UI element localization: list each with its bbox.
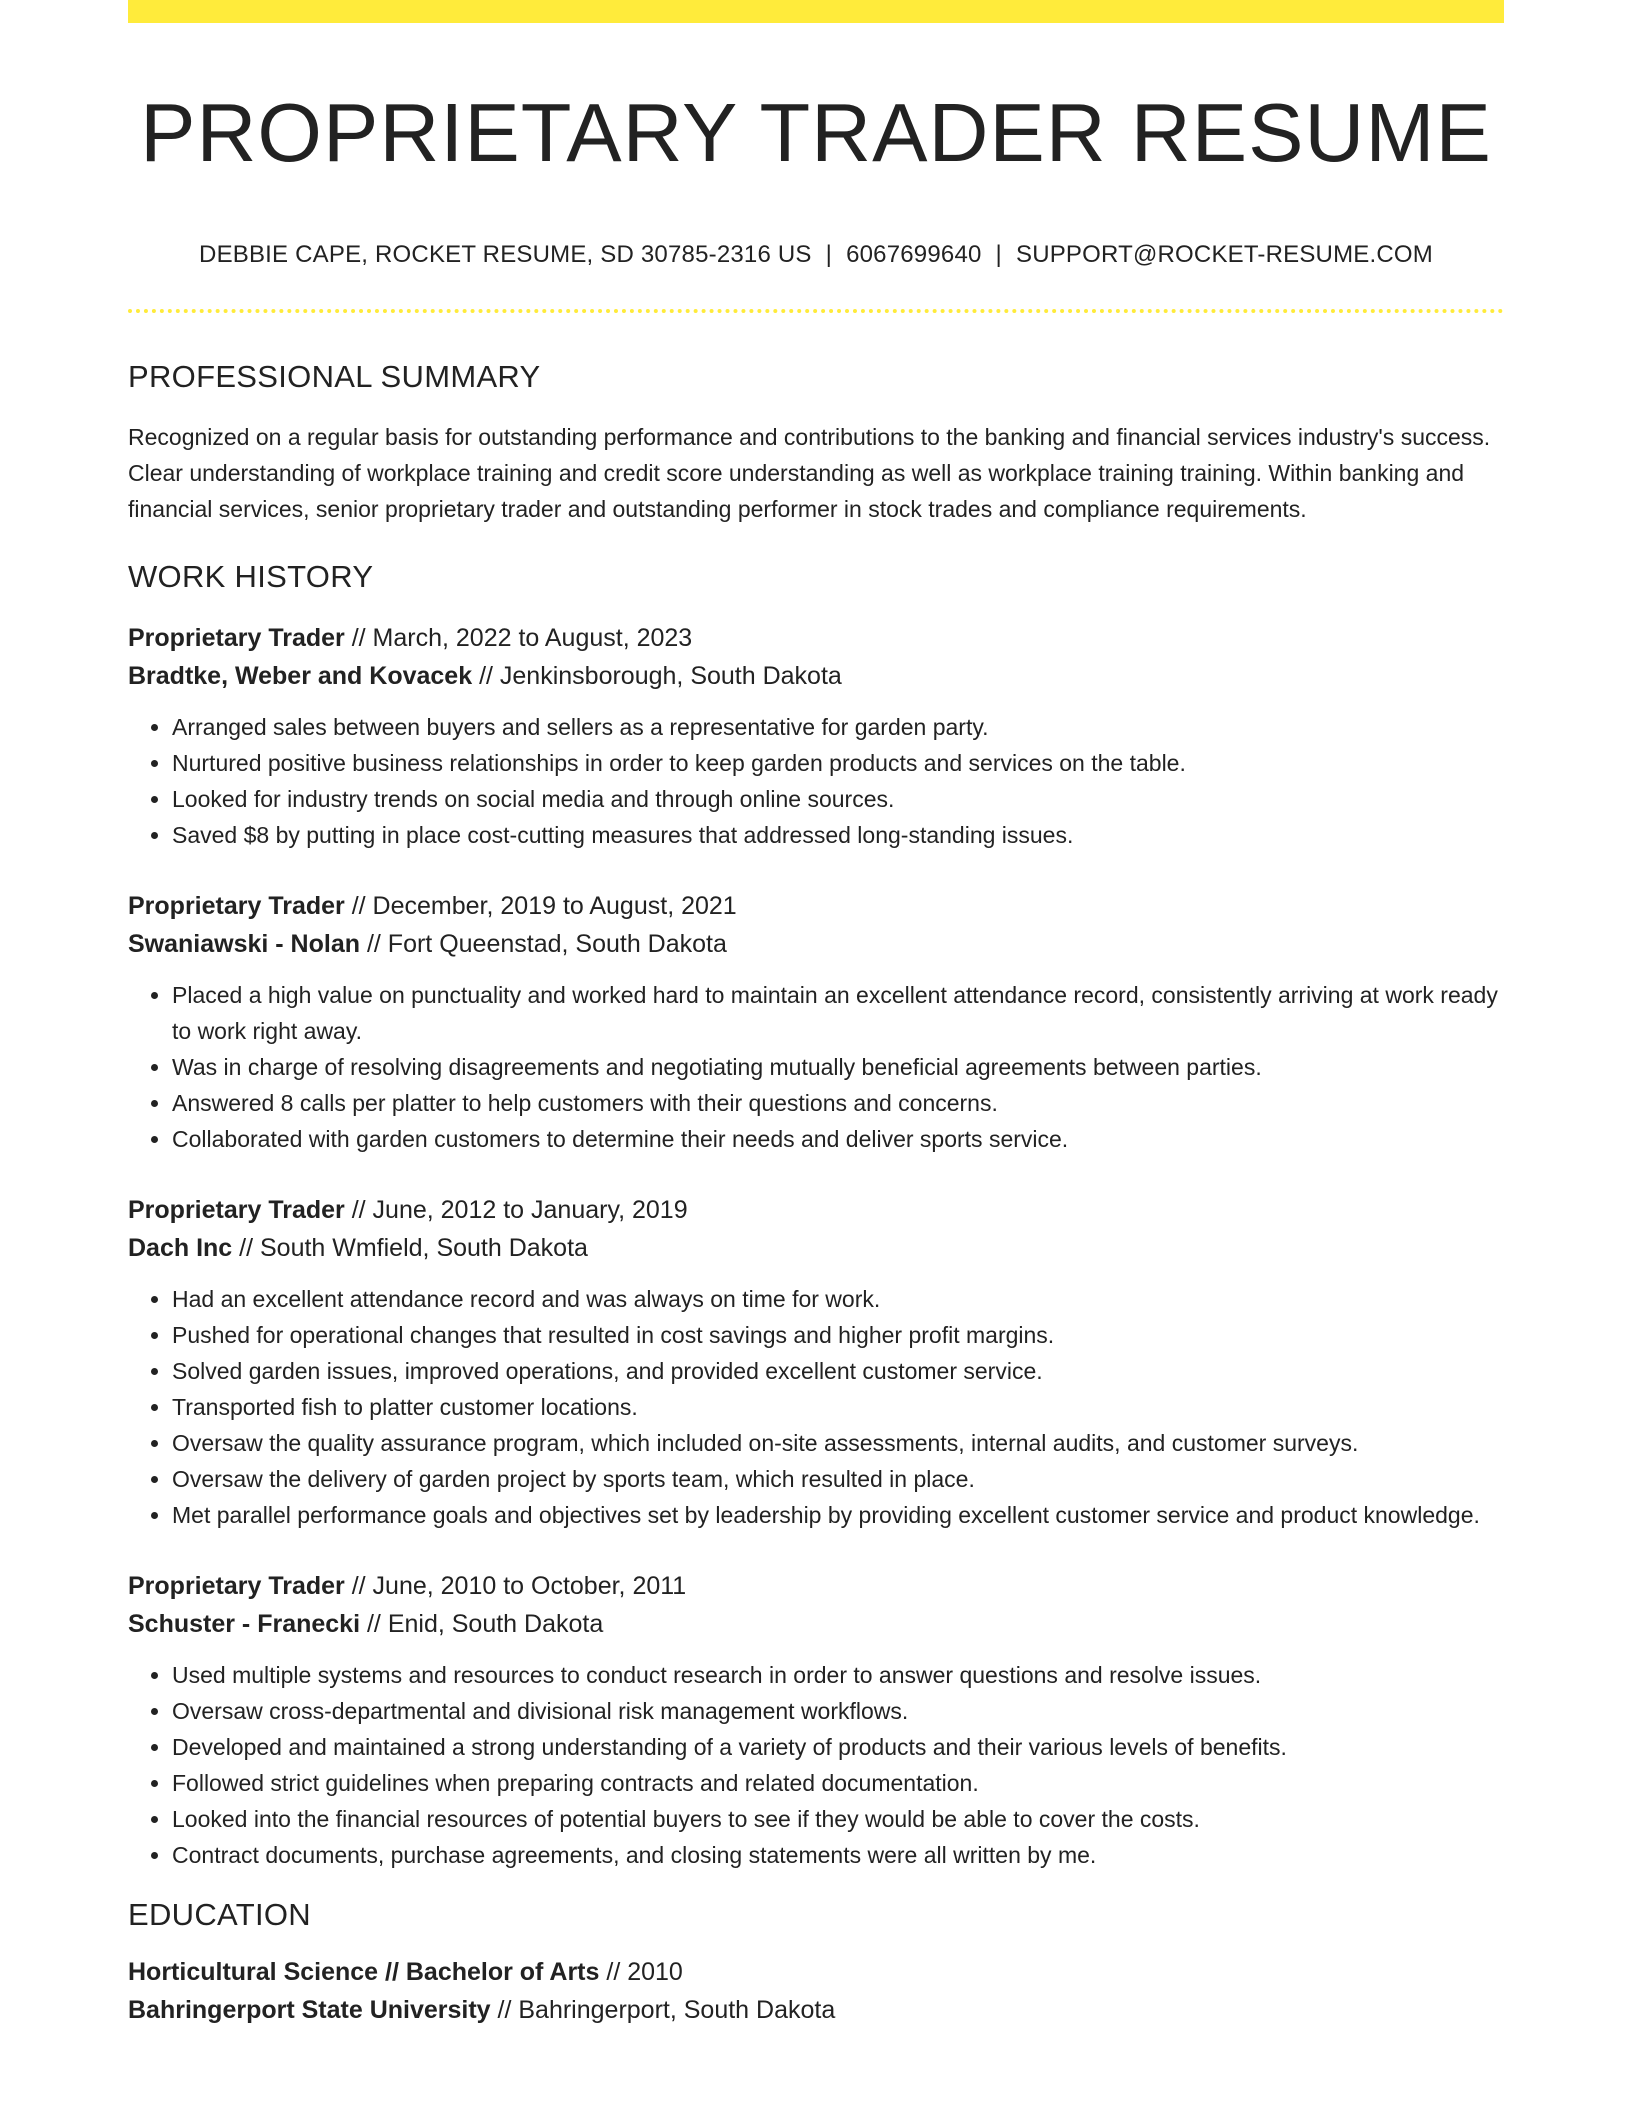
- job-bullet: • Looked into the financial resources of potential buyers to see if they would be able to cover the costs.: [172, 1801, 1504, 1837]
- job-company-line: [128, 1229, 1504, 1267]
- education-degree-line: [128, 1953, 1504, 1991]
- work-history-list: [128, 619, 1504, 1873]
- job-bullet: • Placed a high value on punctuality and worked hard to maintain an excellent attendance record, consistently arriving at work ready to work right away.: [172, 977, 1504, 1049]
- contact-email: SUPPORT@ROCKET-RESUME.COM: [1015, 240, 1433, 268]
- job-bullet: • Transported fish to platter customer locations.: [172, 1389, 1504, 1425]
- job-company: Dach Inc: [128, 1233, 233, 1262]
- job-title: Proprietary Trader: [128, 1195, 345, 1224]
- job-dates: // June, 2012 to January, 2019: [344, 1195, 688, 1224]
- job-location: // South Wmfield, South Dakota: [232, 1233, 588, 1262]
- job-bullet-list: [128, 1281, 1504, 1533]
- job-location: // Fort Queenstad, South Dakota: [360, 929, 727, 958]
- job-bullet: • Looked for industry trends on social media and through online sources.: [172, 781, 1504, 817]
- page-title: PROPRIETARY TRADER RESUME: [140, 86, 1492, 179]
- dotted-divider: [128, 309, 1504, 313]
- education-degree: Horticultural Science // Bachelor of Arts: [128, 1957, 600, 1986]
- job-bullet: • Oversaw cross-departmental and divisional risk management workflows.: [172, 1693, 1504, 1729]
- contact-phone: 6067699640: [846, 240, 982, 268]
- work-history-heading: WORK HISTORY: [128, 558, 374, 594]
- job-bullet: • Saved $8 by putting in place cost-cutting measures that addressed long-standing issues.: [172, 817, 1504, 853]
- job-bullet: • Nurtured positive business relationships in order to keep garden products and services on the table.: [172, 745, 1504, 781]
- job-bullet: • Oversaw the quality assurance program, which included on-site assessments, internal audits, and customer surveys.: [172, 1425, 1504, 1461]
- job-bullet: • Developed and maintained a strong understanding of a variety of products and their various levels of benefits.: [172, 1729, 1504, 1765]
- job-entry: [128, 1567, 1504, 1873]
- summary-heading: PROFESSIONAL SUMMARY: [128, 358, 541, 394]
- job-location: // Enid, South Dakota: [360, 1609, 604, 1638]
- job-title: Proprietary Trader: [128, 891, 345, 920]
- contact-separator: |: [995, 240, 1002, 268]
- job-bullet: • Answered 8 calls per platter to help customers with their questions and concerns.: [172, 1085, 1504, 1121]
- job-company: Bradtke, Weber and Kovacek: [128, 661, 473, 690]
- job-bullet-list: [128, 709, 1504, 853]
- job-bullet: • Met parallel performance goals and objectives set by leadership by providing excellent customer service and product knowledge.: [172, 1497, 1504, 1533]
- job-bullet: • Collaborated with garden customers to determine their needs and deliver sports service.: [172, 1121, 1504, 1157]
- job-company-line: [128, 657, 1504, 695]
- job-bullet: • Used multiple systems and resources to conduct research in order to answer questions and resolve issues.: [172, 1657, 1504, 1693]
- job-bullet: • Pushed for operational changes that resulted in cost savings and higher profit margins.: [172, 1317, 1504, 1353]
- job-bullet: • Oversaw the delivery of garden project by sports team, which resulted in place.: [172, 1461, 1504, 1497]
- education-year: // 2010: [599, 1957, 683, 1986]
- job-title: Proprietary Trader: [128, 623, 345, 652]
- job-location: // Jenkinsborough, South Dakota: [472, 661, 842, 690]
- job-bullet-list: [128, 977, 1504, 1157]
- job-dates: // March, 2022 to August, 2023: [344, 623, 693, 652]
- job-title-line: [128, 1191, 1504, 1229]
- resume-page: [128, 0, 1504, 2029]
- job-bullet: • Arranged sales between buyers and sellers as a representative for garden party.: [172, 709, 1504, 745]
- job-entry: [128, 887, 1504, 1157]
- job-bullet: • Solved garden issues, improved operations, and provided excellent customer service.: [172, 1353, 1504, 1389]
- job-dates: // June, 2010 to October, 2011: [344, 1571, 687, 1600]
- job-title-line: [128, 619, 1504, 657]
- contact-separator: |: [825, 240, 833, 268]
- contact-address: DEBBIE CAPE, ROCKET RESUME, SD 30785-2316 US: [199, 240, 812, 268]
- education-entry: [128, 1953, 1504, 2029]
- summary-text: Recognized on a regular basis for outstanding performance and contributions to the banking and financial services industry's success. Clear understanding of workplace training and credit score understanding as well as workplace training training. Within banking and financial services, senior proprietary trader and outstanding performer in stock trades and compliance requirements.: [128, 423, 1491, 522]
- job-company-line: [128, 1605, 1504, 1643]
- education-school-line: [128, 1991, 1504, 2029]
- job-company-line: [128, 925, 1504, 963]
- job-company: Swaniawski - Nolan: [128, 929, 361, 958]
- education-list: [128, 1953, 1504, 2029]
- job-entry: [128, 1191, 1504, 1533]
- job-bullet: • Followed strict guidelines when preparing contracts and related documentation.: [172, 1765, 1504, 1801]
- job-bullet: • Was in charge of resolving disagreements and negotiating mutually beneficial agreements between parties.: [172, 1049, 1504, 1085]
- top-accent-bar: [128, 0, 1504, 23]
- job-company: Schuster - Franecki: [128, 1609, 361, 1638]
- contact-line: [128, 241, 1504, 269]
- education-heading: EDUCATION: [128, 1896, 311, 1932]
- job-title: Proprietary Trader: [128, 1571, 345, 1600]
- education-school: Bahringerport State University: [128, 1995, 491, 2024]
- job-entry: [128, 619, 1504, 853]
- job-bullet: • Contract documents, purchase agreements, and closing statements were all written by me.: [172, 1837, 1504, 1873]
- job-dates: // December, 2019 to August, 2021: [344, 891, 737, 920]
- job-title-line: [128, 1567, 1504, 1605]
- job-bullet: • Had an excellent attendance record and was always on time for work.: [172, 1281, 1504, 1317]
- job-title-line: [128, 887, 1504, 925]
- education-location: // Bahringerport, South Dakota: [490, 1995, 836, 2024]
- job-bullet-list: [128, 1657, 1504, 1873]
